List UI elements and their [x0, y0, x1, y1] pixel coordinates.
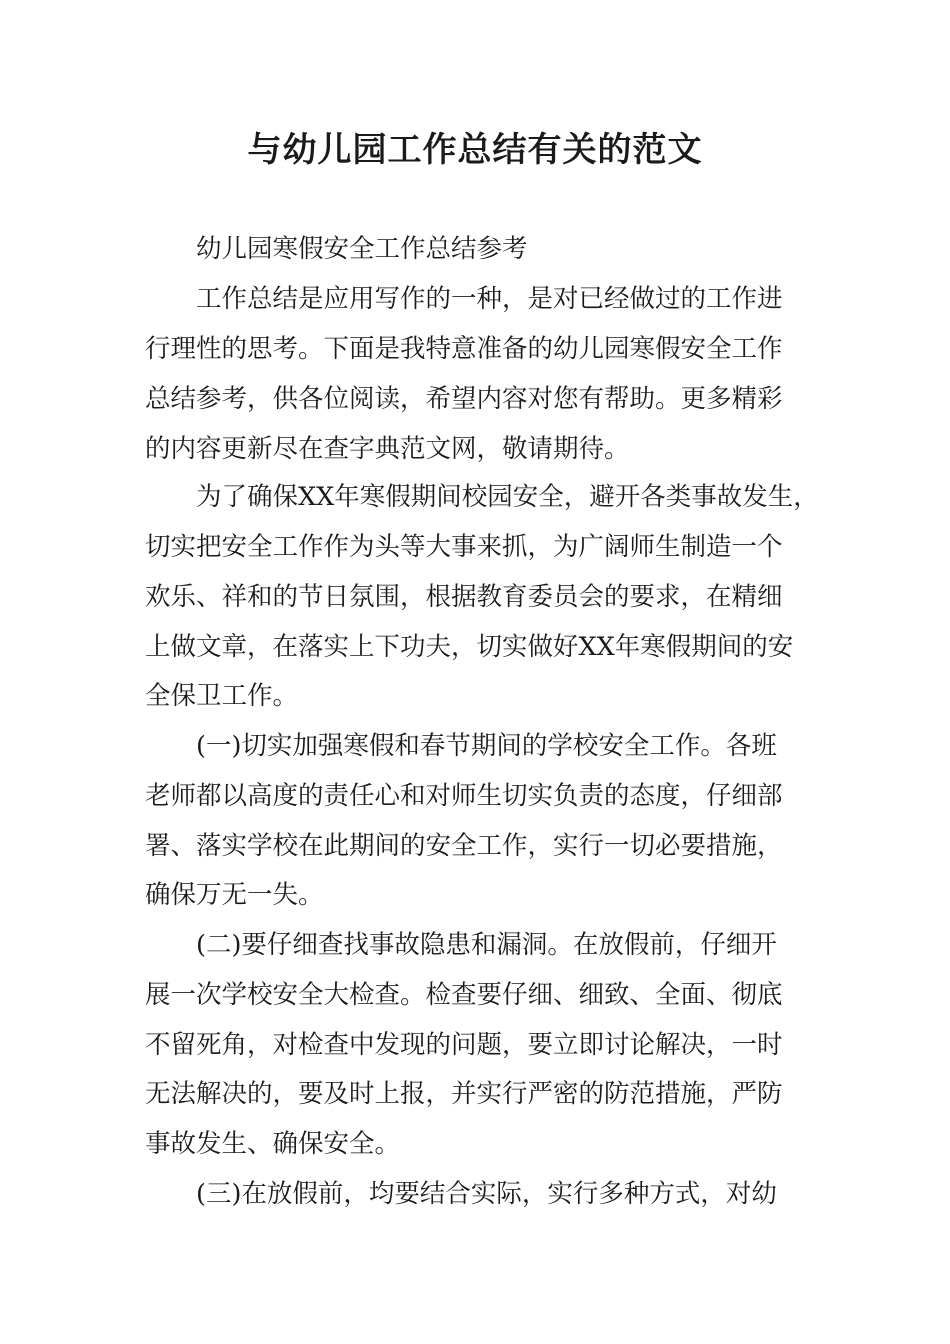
paragraph-line: (三)在放假前，均要结合实际，实行多种方式，对幼	[196, 1179, 777, 1209]
document-subtitle: 幼儿园寒假安全工作总结参考	[196, 234, 528, 264]
paragraph-line: 不留死角，对检查中发现的问题，要立即讨论解决，一时	[145, 1030, 783, 1060]
paragraph-line: 为了确保XX年寒假期间校园安全，避开各类事故发生，	[196, 482, 819, 512]
paragraph-line: 总结参考，供各位阅读，希望内容对您有帮助。更多精彩	[145, 384, 783, 414]
paragraph-line: 老师都以高度的责任心和对师生切实负责的态度，仔细部	[145, 781, 783, 811]
paragraph-line: 署、落实学校在此期间的安全工作，实行一切必要措施，	[145, 831, 783, 861]
paragraph-line: 的内容更新尽在查字典范文网，敬请期待。	[145, 434, 630, 464]
paragraph-line: 事故发生、确保安全。	[145, 1129, 401, 1159]
paragraph-line: 欢乐、祥和的节日氛围，根据教育委员会的要求，在精细	[145, 582, 783, 612]
paragraph-line: 无法解决的，要及时上报，并实行严密的防范措施，严防	[145, 1079, 783, 1109]
paragraph-line: 确保万无一失。	[145, 880, 324, 910]
paragraph-line: (一)切实加强寒假和春节期间的学校安全工作。各班	[196, 731, 777, 761]
document-title: 与幼儿园工作总结有关的范文	[247, 130, 703, 170]
paragraph-line: (二)要仔细查找事故隐患和漏洞。在放假前，仔细开	[196, 930, 777, 960]
paragraph-line: 全保卫工作。	[145, 681, 299, 711]
paragraph-line: 工作总结是应用写作的一种，是对已经做过的工作进	[196, 284, 783, 314]
paragraph-line: 行理性的思考。下面是我特意准备的幼儿园寒假安全工作	[145, 334, 783, 364]
paragraph-line: 切实把安全工作作为头等大事来抓，为广阔师生制造一个	[145, 532, 783, 562]
paragraph-line: 上做文章，在落实上下功夫，切实做好XX年寒假期间的安	[145, 632, 794, 662]
paragraph-line: 展一次学校安全大检查。检查要仔细、细致、全面、彻底	[145, 980, 783, 1010]
